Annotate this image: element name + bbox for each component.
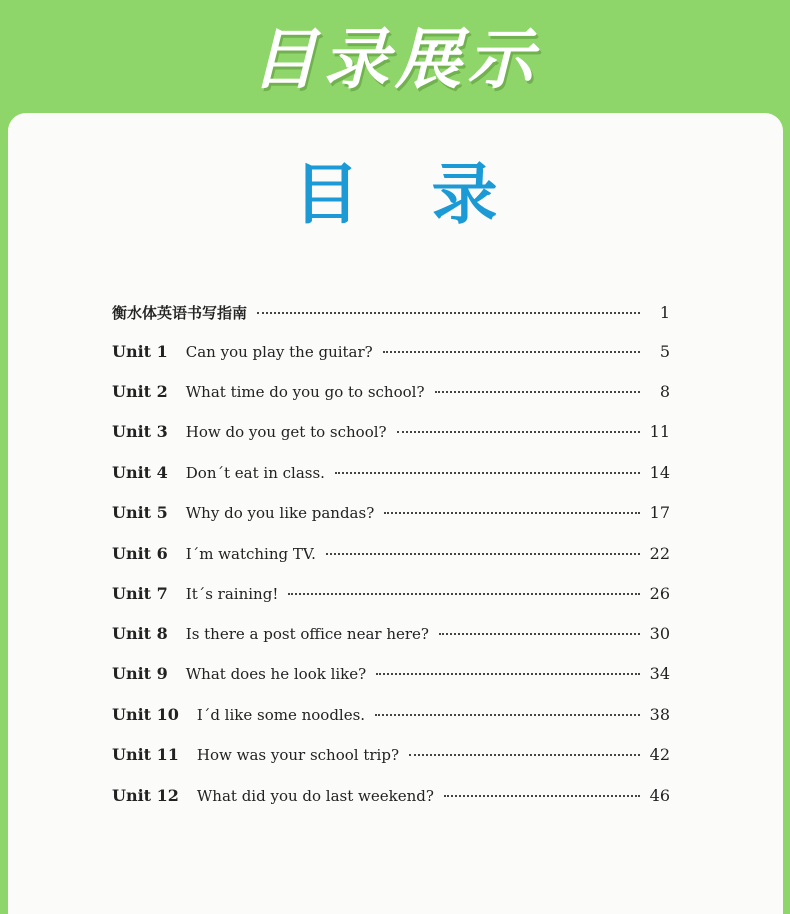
toc-entry-unit-3 <box>112 422 670 446</box>
toc-entry-title: Why do you like pandas? <box>185 504 375 522</box>
dot-leader <box>335 472 640 474</box>
toc-entry-title: What time do you go to school? <box>185 383 425 401</box>
unit-label: Unit 3 <box>112 422 168 441</box>
toc-entry-intro <box>112 302 670 326</box>
toc-page-number: 30 <box>649 624 670 643</box>
unit-label: Unit 6 <box>112 544 168 563</box>
toc-entry-unit-10 <box>112 705 670 729</box>
toc-entry-title: How do you get to school? <box>185 423 387 441</box>
dot-leader <box>397 431 640 433</box>
toc-entry-unit-5 <box>112 503 670 527</box>
unit-label: Unit 4 <box>112 463 168 482</box>
toc-entry-unit-8 <box>112 624 670 648</box>
dot-leader <box>257 312 640 314</box>
dot-leader <box>326 553 640 555</box>
toc-page-number: 1 <box>659 303 670 322</box>
dot-leader <box>376 673 639 675</box>
toc-page-number: 38 <box>649 705 670 724</box>
table-of-contents <box>8 113 783 914</box>
toc-page-number: 42 <box>649 745 670 764</box>
toc-page-number: 34 <box>649 664 670 683</box>
toc-entry-title: I´d like some noodles. <box>196 706 366 724</box>
toc-page-number: 11 <box>649 422 670 441</box>
toc-entry-title: Don´t eat in class. <box>185 464 325 482</box>
toc-entry-title: What did you do last weekend? <box>196 787 434 805</box>
dot-leader <box>383 351 640 353</box>
banner <box>0 0 790 112</box>
dot-leader <box>444 795 640 797</box>
toc-entry-unit-6 <box>112 544 670 568</box>
toc-page-number: 22 <box>649 544 670 563</box>
toc-page-number: 17 <box>649 503 670 522</box>
toc-entry-title: 衡水体英语书写指南 <box>112 304 248 322</box>
dot-leader <box>409 754 640 756</box>
toc-page-number: 26 <box>649 584 670 603</box>
unit-label: Unit 1 <box>112 342 168 361</box>
dot-leader <box>288 593 639 595</box>
unit-label: Unit 7 <box>112 584 168 603</box>
dot-leader <box>384 512 639 514</box>
unit-label: Unit 12 <box>112 786 179 805</box>
toc-entry-unit-2 <box>112 382 670 406</box>
unit-label: Unit 11 <box>112 745 179 764</box>
page-title: 目录 <box>293 156 570 233</box>
dot-leader <box>375 714 640 716</box>
unit-label: Unit 10 <box>112 705 179 724</box>
toc-entry-title: It´s raining! <box>185 585 279 603</box>
dot-leader <box>439 633 640 635</box>
toc-entry-unit-1 <box>112 342 670 366</box>
unit-label: Unit 5 <box>112 503 168 522</box>
toc-page <box>8 113 783 914</box>
toc-entry-title: What does he look like? <box>185 665 367 683</box>
dot-leader <box>435 391 641 393</box>
banner-title: 目录展示 <box>251 20 539 98</box>
toc-entry-unit-7 <box>112 584 670 608</box>
toc-entry-title: Can you play the guitar? <box>185 343 373 361</box>
toc-entry-unit-4 <box>112 463 670 487</box>
toc-entry-title: How was your school trip? <box>196 746 399 764</box>
toc-entry-unit-12 <box>112 786 670 810</box>
toc-page-number: 5 <box>659 342 670 361</box>
toc-page-number: 8 <box>659 382 670 401</box>
unit-label: Unit 8 <box>112 624 168 643</box>
unit-label: Unit 2 <box>112 382 168 401</box>
toc-entry-unit-11 <box>112 745 670 769</box>
unit-label: Unit 9 <box>112 664 168 683</box>
toc-page-number: 14 <box>649 463 670 482</box>
toc-entry-unit-9 <box>112 664 670 688</box>
toc-page-number: 46 <box>649 786 670 805</box>
toc-entry-title: I´m watching TV. <box>185 545 316 563</box>
toc-entry-title: Is there a post office near here? <box>185 625 429 643</box>
